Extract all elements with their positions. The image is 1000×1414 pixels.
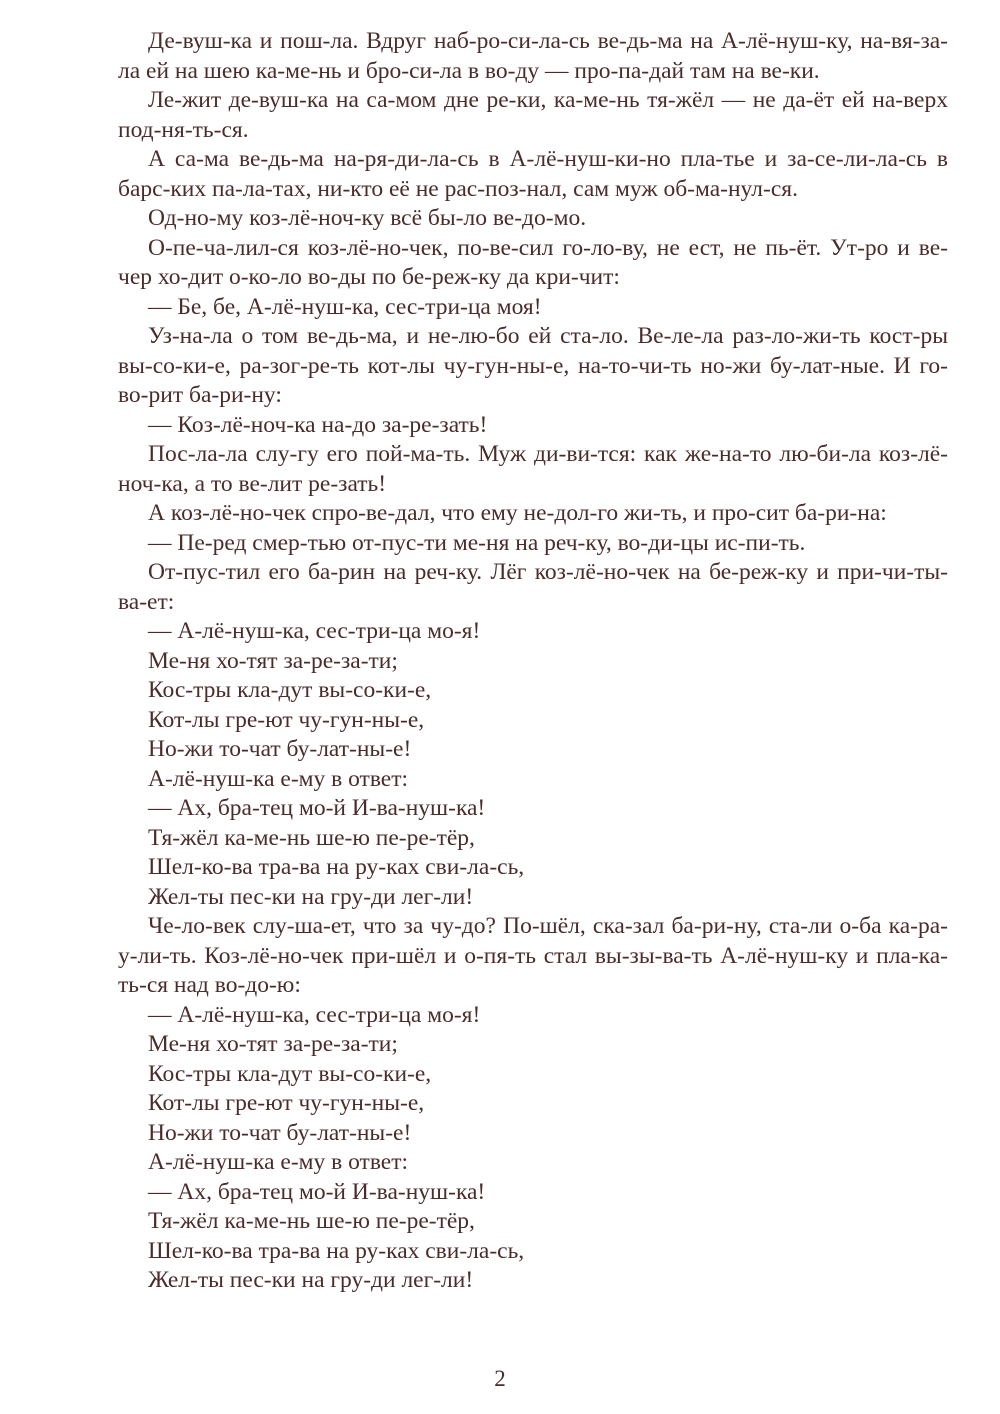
verse-line: — А-лё-нуш-ка, сес-три-ца мо-я! [148,618,481,644]
verse-line: Тя-жёл ка-ме-нь ше-ю пе-ре-тёр, [148,1208,475,1234]
paragraph: Де-вуш-ка и пош-ла. Вдруг наб-ро-си-ла-сь ве-дь-ма на А-лё-нуш-ку, на-вя-за-ла ей на шею ка-ме-нь и бро-си-ла в во-ду — про-па-дай там на ве-ки. [118,28,948,84]
verse-line: — Пе-ред смер-тью от-пус-ти ме-ня на реч-ку, во-ди-цы ис-пи-ть. [148,529,806,556]
verse-line: Ме-ня хо-тят за-ре-за-ти; [148,647,398,674]
verse-line: А-лё-нуш-ка е-му в ответ: [148,1149,409,1175]
paragraph: Пос-ла-ла слу-гу его пой-ма-ть. Муж ди-ви-тся: как же-на-то лю-би-ла коз-лё-ноч-ка, а то ве-лит ре-зать! [118,441,948,497]
verse-line: Шел-ко-ва тра-ва на ру-ках сви-ла-сь, [148,1237,525,1264]
verse-line: А-лё-нуш-ка е-му в ответ: [148,765,409,792]
verse-line: Но-жи то-чат бу-лат-ны-е! [148,736,412,762]
verse-line: Шел-ко-ва тра-ва на ру-ках сви-ла-сь, [148,854,525,880]
paragraph: Ле-жит де-вуш-ка на са-мом дне ре-ки, ка-ме-нь тя-жёл — не да-ёт ей на-верх под-ня-ть-ся. [118,87,948,143]
verse-line: Кот-лы гре-ют чу-гун-ны-е, [148,706,425,733]
verse-line: Но-жи то-чат бу-лат-ны-е! [148,1119,412,1146]
paragraph: Уз-на-ла о том ве-дь-ма, и не-лю-бо ей ста-ло. Ве-ле-ла раз-ло-жи-ть кост-ры вы-со-ки-е, ра-зог-ре-ть кот-лы чу-гун-ны-е, на-то-чи-ть но-жи бу-лат-ные. И го-во-рит ба-ри-ну: [118,323,948,408]
story-text [118,27,948,1296]
verse-line: Тя-жёл ка-ме-нь ше-ю пе-ре-тёр, [148,824,475,851]
page-number: 2 [494,1366,506,1391]
verse-line: — А-лё-нуш-ка, сес-три-ца мо-я! [148,1001,481,1028]
paragraph: Че-ло-век слу-ша-ет, что за чу-до? По-шёл, ска-зал ба-ри-ну, ста-ли о-ба ка-ра-у-ли-ть. Коз-лё-но-чек при-шёл и о-пя-ть стал вы-зы-ва-ть А-лё-нуш-ку и пла-ка-ть-ся над во-до-ю: [118,913,948,998]
verse-line: — Коз-лё-ноч-ка на-до за-ре-зать! [148,411,488,438]
paragraph: О-пе-ча-лил-ся коз-лё-но-чек, по-ве-сил го-ло-ву, не ест, не пь-ёт. Ут-ро и ве-чер хо-дит о-ко-ло во-ды по бе-реж-ку да кри-чит: [118,234,948,290]
verse-line: — Ах, бра-тец мо-й И-ва-нуш-ка! [148,795,486,821]
verse-line: А коз-лё-но-чек спро-ве-дал, что ему не-дол-го жи-ть, и про-сит ба-ри-на: [148,500,887,526]
verse-line: Жел-ты пес-ки на гру-ди лег-ли! [148,883,474,910]
verse-line: Ме-ня хо-тят за-ре-за-ти; [148,1031,398,1057]
paragraph: Од-но-му коз-лё-ноч-ку всё бы-ло ве-до-мо. [148,205,587,231]
paragraph: А са-ма ве-дь-ма на-ря-ди-ла-сь в А-лё-нуш-ки-но пла-тье и за-се-ли-ла-сь в барс-ких па-ла-тах, ни-кто её не рас-поз-нал, сам муж об-ма-нул-ся. [118,146,948,202]
verse-line: — Бе, бе, А-лё-нуш-ка, сес-три-ца моя! [148,293,542,320]
verse-line: Кос-тры кла-дут вы-со-ки-е, [148,1060,432,1087]
verse-line: Кот-лы гре-ют чу-гун-ны-е, [148,1090,425,1116]
verse-line: — Ах, бра-тец мо-й И-ва-нуш-ка! [148,1178,486,1205]
verse-line: Жел-ты пес-ки на гру-ди лег-ли! [148,1267,474,1293]
verse-line: Кос-тры кла-дут вы-со-ки-е, [148,677,432,703]
paragraph: От-пус-тил его ба-рин на реч-ку. Лёг коз-лё-но-чек на бе-реж-ку и при-чи-ты-ва-ет: [118,559,948,615]
